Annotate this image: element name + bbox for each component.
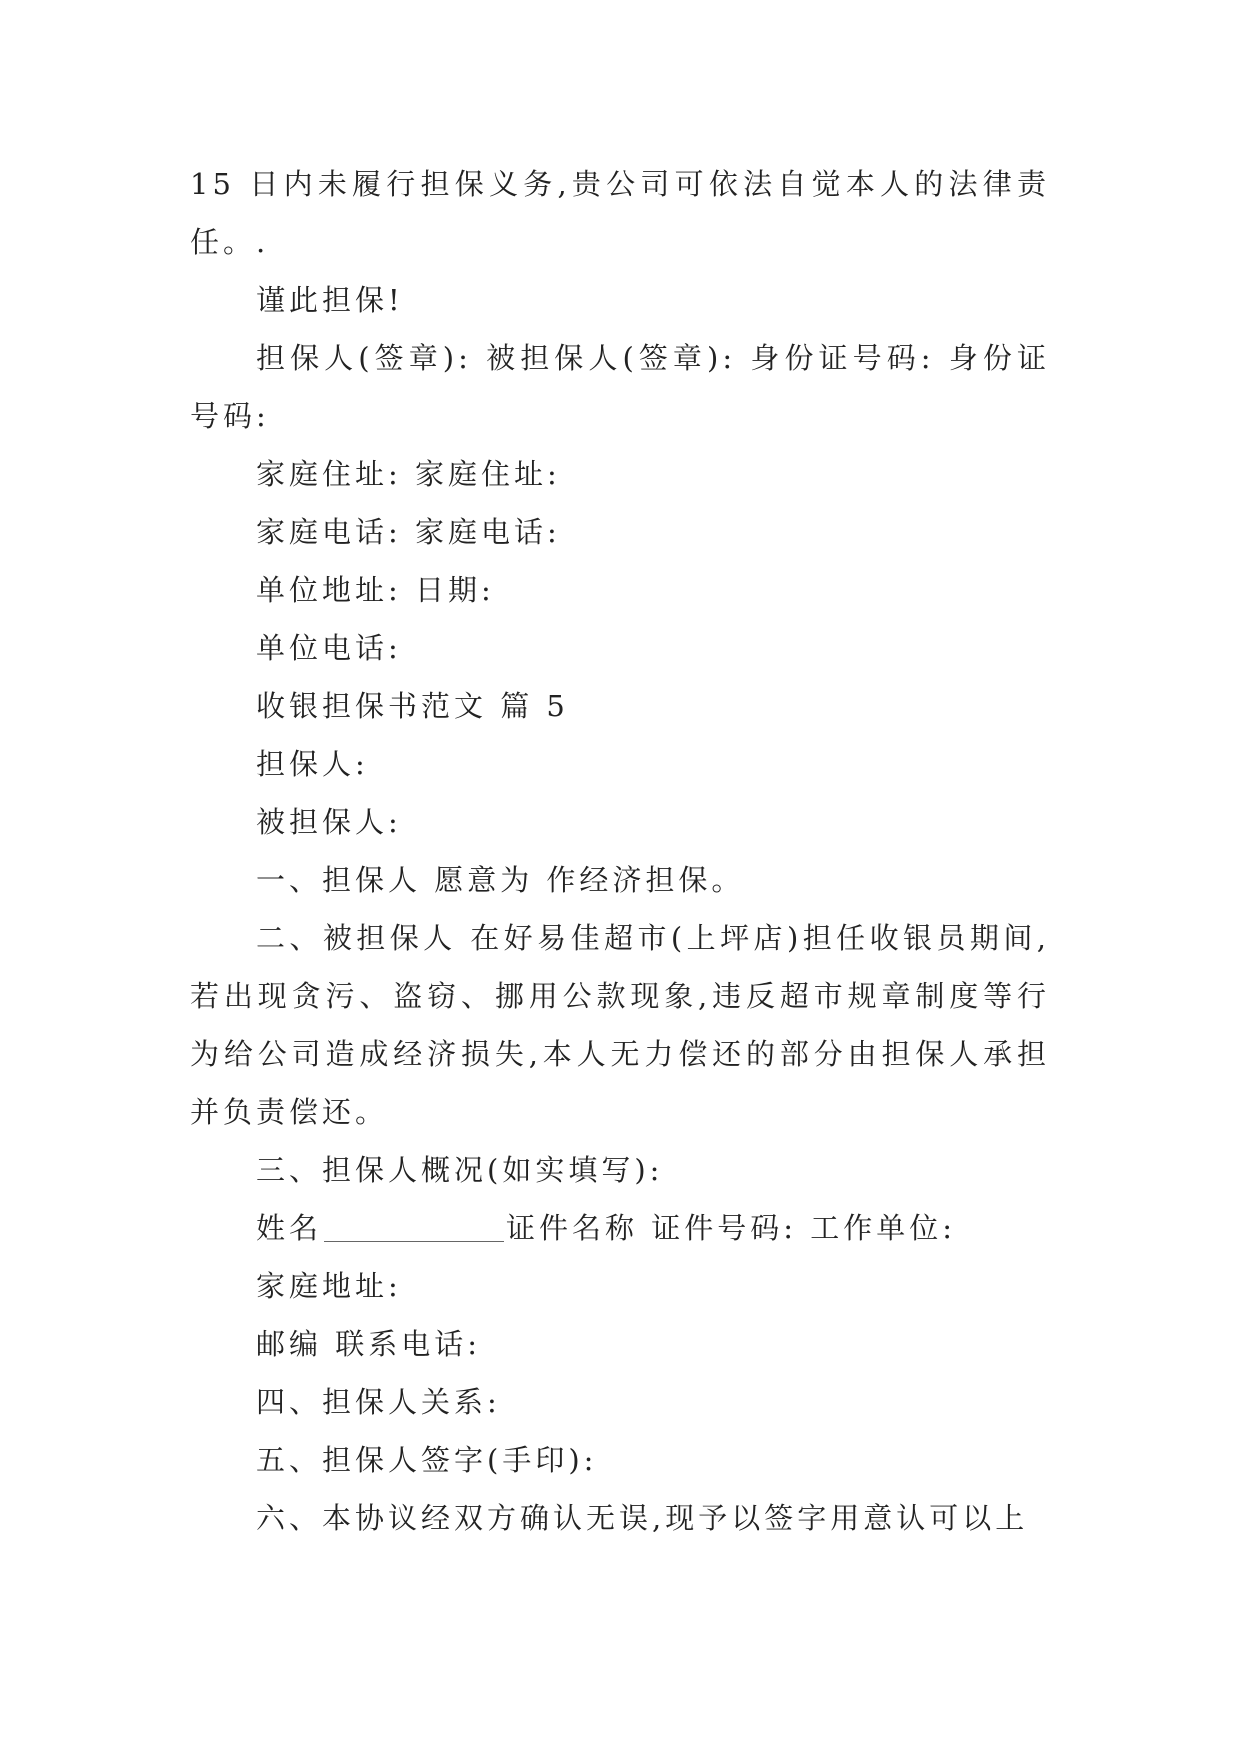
- paragraph-liability-clause: 15 日内未履行担保义务,贵公司可依法自觉本人的法律责任。.: [190, 167, 1050, 259]
- clause-five: 五、担保人签字(手印):: [256, 1443, 598, 1477]
- document-body: [190, 155, 1050, 1547]
- clause-four: 四、担保人关系:: [256, 1385, 501, 1419]
- id-work-labels: 证件名称 证件号码: 工作单位:: [506, 1211, 956, 1245]
- clause-three: 三、担保人概况(如实填写):: [256, 1153, 664, 1187]
- paragraph-work-address-date: 单位地址: 日期:: [256, 573, 495, 607]
- paragraph-signature-fields: 担保人(签章): 被担保人(签章): 身份证号码: 身份证号码:: [190, 341, 1050, 433]
- guarantor-info-line: [190, 1199, 1050, 1257]
- clause-one: 一、担保人 愿意为 作经济担保。: [256, 863, 745, 897]
- paragraph-guaranteed-party: 被担保人:: [256, 805, 402, 839]
- name-label: 姓名: [256, 1211, 323, 1245]
- paragraph-home-phone: 家庭电话: 家庭电话:: [256, 515, 561, 549]
- paragraph-work-phone: 单位电话:: [256, 631, 402, 665]
- paragraph-guarantor: 担保人:: [256, 747, 369, 781]
- paragraph-family-address: 家庭地址:: [256, 1269, 402, 1303]
- clause-six: 六、本协议经双方确认无误,现予以签字用意认可以上: [256, 1501, 1029, 1535]
- paragraph-home-address: 家庭住址: 家庭住址:: [256, 457, 561, 491]
- section-heading: 收银担保书范文 篇 5: [256, 689, 569, 723]
- clause-two: 二、被担保人 在好易佳超市(上坪店)担任收银员期间,若出现贪污、盗窃、挪用公款现象,违反超市规章制度等行为给公司造成经济损失,本人无力偿还的部分由担保人承担并负责偿还。: [190, 921, 1050, 1129]
- name-blank-line: [324, 1211, 504, 1242]
- paragraph-guarantee-declaration: 谨此担保!: [256, 283, 404, 317]
- paragraph-postcode-phone: 邮编 联系电话:: [256, 1327, 481, 1361]
